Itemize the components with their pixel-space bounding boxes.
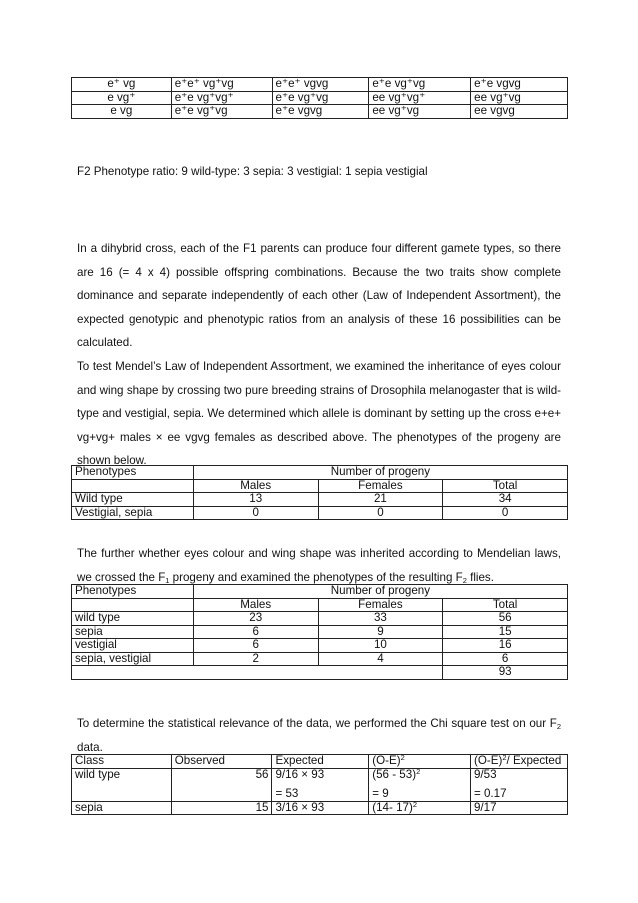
genotype-cell: ee vg⁺vg⁺ bbox=[369, 91, 471, 105]
genotype-cell: e⁺e⁺ vg⁺vg bbox=[171, 78, 272, 92]
table-row bbox=[72, 91, 568, 105]
text-segment: (O-E) bbox=[372, 754, 401, 767]
genotype-cell: ee vg⁺vg bbox=[471, 91, 568, 105]
table-row bbox=[72, 506, 568, 520]
table-row bbox=[72, 652, 568, 666]
expected-cell bbox=[272, 768, 369, 801]
superscript: 2 bbox=[502, 753, 507, 762]
phenotype-cell: vestigial bbox=[72, 639, 194, 653]
ratio-result: = 0.17 bbox=[473, 787, 507, 800]
table-total-row bbox=[72, 666, 568, 680]
paragraph-f1-cross bbox=[77, 542, 561, 589]
females-cell: 4 bbox=[318, 652, 443, 666]
f1-progeny-table bbox=[71, 465, 568, 520]
text-segment: To determine the statistical relevance of the data, we performed the Chi square test on our F bbox=[77, 717, 557, 730]
females-header: Females bbox=[318, 479, 443, 493]
phenotypes-header: Phenotypes bbox=[72, 585, 194, 599]
males-cell: 6 bbox=[193, 625, 318, 639]
progeny-header: Number of progeny bbox=[193, 466, 567, 480]
expected-header: Expected bbox=[272, 755, 369, 769]
females-cell: 10 bbox=[318, 639, 443, 653]
genotype-cell: e⁺e vg⁺vg bbox=[272, 91, 369, 105]
expected-result: = 53 bbox=[275, 787, 299, 800]
table-row bbox=[72, 493, 568, 507]
text-segment: (O-E) bbox=[473, 754, 503, 767]
phenotype-cell: Vestigial, sepia bbox=[72, 506, 194, 520]
genotype-cell: e⁺e vgvg bbox=[471, 78, 568, 92]
females-cell: 21 bbox=[318, 493, 443, 507]
oe-ratio-header bbox=[470, 755, 567, 769]
genotype-cell: e⁺e⁺ vgvg bbox=[272, 78, 369, 92]
total-cell: 15 bbox=[443, 625, 568, 639]
class-cell: sepia bbox=[72, 801, 172, 815]
text-segment: / Expected bbox=[506, 754, 562, 767]
table-row bbox=[72, 801, 568, 815]
class-cell: wild type bbox=[72, 768, 172, 801]
genotype-cell: e⁺e vgvg bbox=[272, 105, 369, 119]
superscript: 2 bbox=[400, 753, 405, 762]
table-row bbox=[72, 612, 568, 626]
oe-result: = 9 bbox=[372, 787, 389, 800]
total-cell: 16 bbox=[443, 639, 568, 653]
gamete-cell: e⁺ vg bbox=[72, 78, 172, 92]
males-header: Males bbox=[193, 598, 318, 612]
expected-formula: 9/16 × 93 bbox=[275, 767, 325, 781]
females-cell: 0 bbox=[318, 506, 443, 520]
oe-squared-cell bbox=[369, 768, 471, 801]
total-cell: 6 bbox=[443, 652, 568, 666]
females-header: Females bbox=[318, 598, 443, 612]
subscript: 2 bbox=[462, 575, 467, 585]
males-header: Males bbox=[193, 479, 318, 493]
males-cell: 6 bbox=[193, 639, 318, 653]
genotype-cell: e⁺e vg⁺vg bbox=[171, 105, 272, 119]
subscript: 2 bbox=[556, 722, 561, 731]
females-cell: 33 bbox=[318, 612, 443, 626]
males-cell: 13 bbox=[193, 493, 318, 507]
empty-cell bbox=[72, 666, 443, 680]
gamete-cell: e vg bbox=[72, 105, 172, 119]
total-header: Total bbox=[443, 598, 568, 612]
progeny-header: Number of progeny bbox=[193, 585, 567, 599]
oe-squared-cell bbox=[369, 801, 471, 815]
oe-ratio-cell bbox=[470, 768, 567, 801]
gamete-cell: e vg⁺ bbox=[72, 91, 172, 105]
males-cell: 0 bbox=[193, 506, 318, 520]
chi-square-table bbox=[71, 754, 568, 815]
table-row bbox=[72, 625, 568, 639]
table-header-row bbox=[72, 755, 568, 769]
paragraph-dihybrid bbox=[77, 237, 561, 473]
females-cell: 9 bbox=[318, 625, 443, 639]
genotype-cell: e⁺e vg⁺vg⁺ bbox=[171, 91, 272, 105]
table-subheader-row bbox=[72, 479, 568, 493]
f2-progeny-table bbox=[71, 584, 568, 680]
paragraph-chi-square bbox=[77, 712, 561, 759]
oe-formula: (14- 17) bbox=[372, 800, 413, 814]
genotype-cell: e⁺e vg⁺vg bbox=[369, 78, 471, 92]
observed-header: Observed bbox=[171, 755, 272, 769]
paragraph-test-text: To test Mendel’s Law of Independent Assortment, we examined the inheritance of eyes colour and wing shape by crossing two pure breeding strains of Drosophila melanogaster that is wild-type and vestigial, sepia. We determined which allele is dominant by setting up the cross e+e+ vg+vg+ males × ee vgvg females as described above. The phenotypes of the progeny are shown below. bbox=[77, 359, 561, 468]
observed-cell: 15 bbox=[171, 801, 272, 815]
text-segment: data. bbox=[77, 740, 103, 754]
observed-cell: 56 bbox=[171, 768, 272, 801]
total-cell: 56 bbox=[443, 612, 568, 626]
genotype-cell: ee vgvg bbox=[471, 105, 568, 119]
text-segment: The further whether eyes colour and wing shape was inherited according to Mendelian laws, we crossed the F bbox=[77, 547, 561, 584]
superscript: 2 bbox=[412, 799, 418, 809]
total-cell: 0 bbox=[443, 506, 568, 520]
text-segment: progeny and examined the phenotypes of the resulting F bbox=[169, 570, 463, 584]
genotype-table bbox=[71, 77, 568, 119]
phenotypes-header: Phenotypes bbox=[72, 466, 194, 480]
table-row bbox=[72, 639, 568, 653]
class-header: Class bbox=[72, 755, 172, 769]
oe-formula: (56 - 53) bbox=[372, 767, 417, 781]
total-header: Total bbox=[443, 479, 568, 493]
phenotype-cell: sepia bbox=[72, 625, 194, 639]
table-header-row bbox=[72, 585, 568, 599]
phenotype-cell: Wild type bbox=[72, 493, 194, 507]
phenotype-cell: wild type bbox=[72, 612, 194, 626]
phenotype-cell: sepia, vestigial bbox=[72, 652, 194, 666]
table-row bbox=[72, 78, 568, 92]
empty-cell bbox=[72, 479, 194, 493]
text-segment: flies. bbox=[466, 570, 494, 584]
ratio-formula: 9/53 bbox=[473, 767, 497, 781]
genotype-cell: ee vg⁺vg bbox=[369, 105, 471, 119]
grand-total-cell: 93 bbox=[443, 666, 568, 680]
paragraph-dihybrid-text: In a dihybrid cross, each of the F1 parents can produce four different gamete types, so there are 16 (= 4 x 4) possible offspring combinations. Because the two traits show complete dominance and separate independently of each other (Law of Independent Assortment), the expected genotypic and phenotypic ratios from an analysis of these 16 possibilities can be calculated. bbox=[77, 242, 561, 350]
empty-cell bbox=[72, 598, 194, 612]
oe-ratio-cell: 9/17 bbox=[470, 801, 567, 815]
males-cell: 2 bbox=[193, 652, 318, 666]
expected-cell: 3/16 × 93 bbox=[272, 801, 369, 815]
table-row bbox=[72, 105, 568, 119]
subscript: 1 bbox=[165, 575, 170, 585]
table-row bbox=[72, 768, 568, 801]
table-header-row bbox=[72, 466, 568, 480]
f2-ratio-text: F2 Phenotype ratio: 9 wild-type: 3 sepia: 3 vestigial: 1 sepia vestigial bbox=[77, 165, 428, 178]
superscript: 2 bbox=[416, 766, 421, 776]
males-cell: 23 bbox=[193, 612, 318, 626]
table-subheader-row bbox=[72, 598, 568, 612]
total-cell: 34 bbox=[443, 493, 568, 507]
